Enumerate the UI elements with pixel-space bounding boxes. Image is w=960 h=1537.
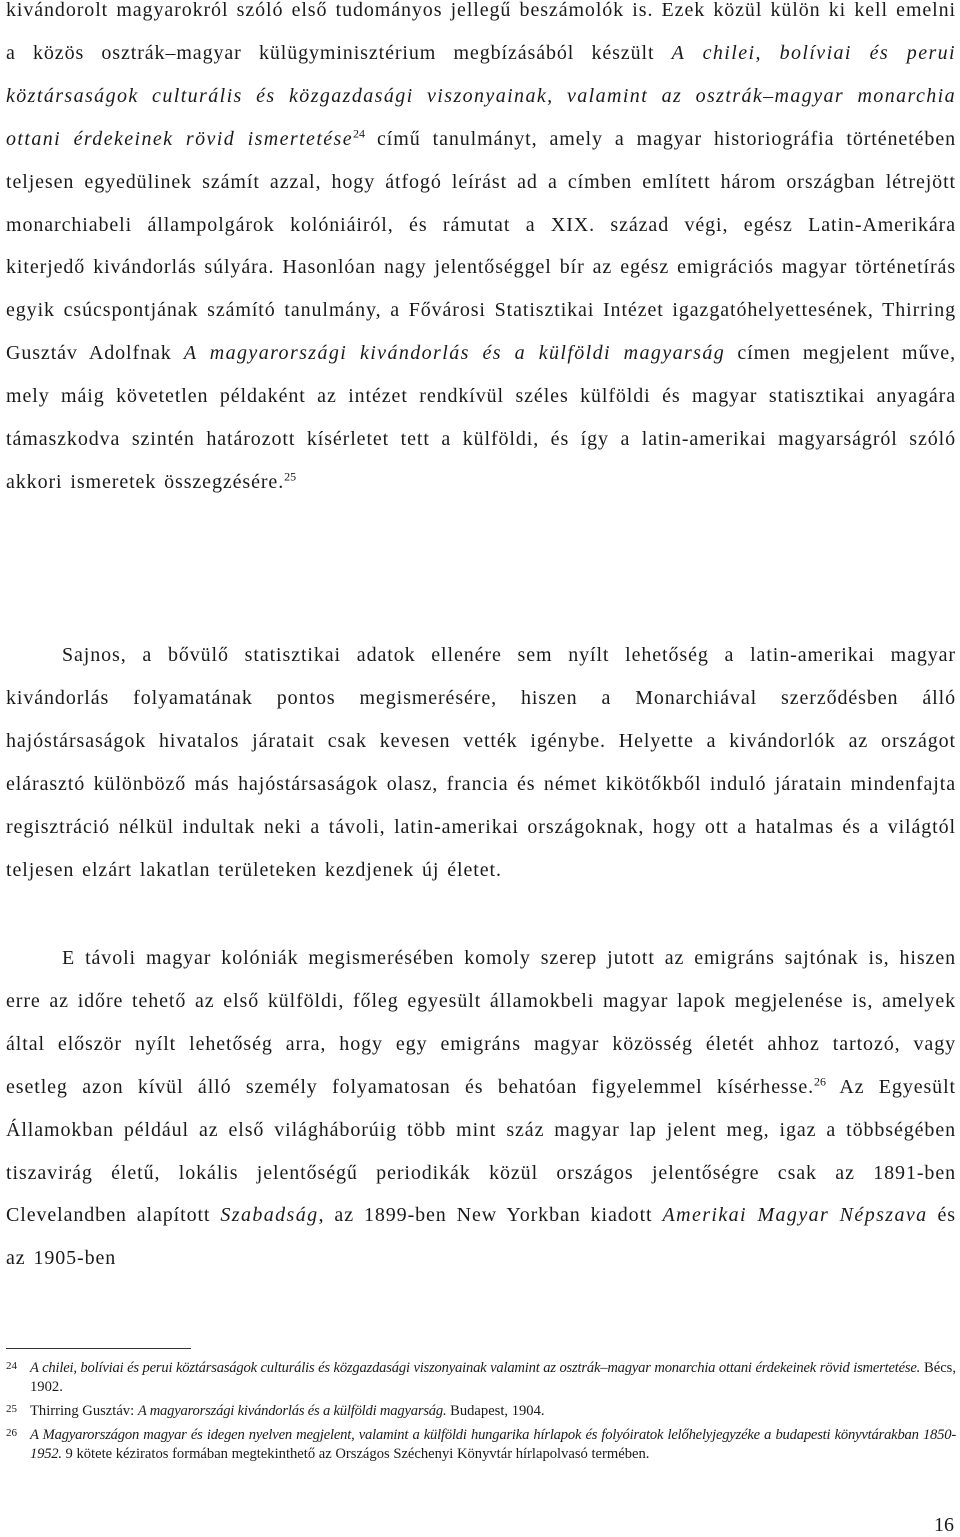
footnote-separator — [6, 1348, 191, 1349]
book-title: A magyarországi kivándorlás és a külföldi magyarság — [183, 342, 726, 365]
footnote-text: Budapest, 1904. — [446, 1403, 545, 1419]
body-paragraph-1 — [6, 0, 956, 504]
footnote-ref-24[interactable]: 24 — [353, 126, 366, 141]
body-paragraph-2: Sajnos, a bővülő statisztikai adatok ellenére sem nyílt lehetőség a latin-amerikai magyar kivándorlás folyamatának pontos megismerésére, hiszen a Monarchiával szerződésben álló hajóstársaságok hivatalos járatait csak kevesen vették igénybe. Helyette a kivándorlók az országot elárasztó különböző más hajóstársaságok olasz, francia és német kikötőkből induló járatain mindenfajta regisztráció nélkül indultak neki a távoli, latin-amerikai országoknak, hogy ott a hatalmas és a világtól teljesen elzárt lakatlan területeken kezdjenek új életet. — [6, 644, 956, 881]
footnote-ref-26[interactable]: 26 — [814, 1074, 827, 1089]
footnote-text: Bécs, 1902. — [30, 1360, 957, 1395]
paragraph-text: , az 1899-ben New Yorkban kiadott — [318, 1204, 663, 1227]
newspaper-title: Szabadság — [220, 1204, 319, 1227]
paragraph-text: E távoli magyar kolóniák megismerésében komoly szerep jutott az emigráns sajtónak is, hiszen erre az időre tehető az első külföldi, főleg egyesült államokbeli magyar lapok megjelenése is, amelyek által először nyílt lehetőség arra, hogy egy emigráns magyar közösség életét ahhoz tartozó, vagy esetleg azon kívül álló személy folyamatosan és behatóan figyelemmel kísérhesse. — [6, 947, 956, 1098]
footnote-text: Thirring Gusztáv: — [30, 1403, 138, 1419]
footnote-number: 24 — [6, 1360, 17, 1372]
paragraph-text: címen megjelent műve, mely máig követetlen példaként az intézet rendkívül széles külföldi és magyar statisztikai anyagára támaszkodva szintén határozott kísérletet tett a külföldi, és így a latin-amerikai magyarságról szóló akkori ismeretek összegzésére. — [6, 342, 956, 493]
footnote-number: 26 — [6, 1427, 17, 1439]
footnote-25 — [6, 1402, 956, 1421]
footnote-text: 9 kötete kéziratos formában megtekinthető az Országos Széchenyi Könyvtár hírlapolvasó termében. — [61, 1446, 650, 1462]
newspaper-title: Amerikai Magyar Népszava — [662, 1204, 928, 1227]
paragraph-text: és az 1905-ben — [6, 1204, 956, 1270]
paragraph-text: című tanulmányt, amely a magyar historiográfia történetében teljesen egyedülinek számít azzal, hogy átfogó leírást ad a címben említett három országban létrejött monarchiabeli állampolgárok kolóniáiról, és rámutat a XIX. század végi, egész Latin-Amerikára kiterjedő kivándorlás súlyára. Hasonlóan nagy jelentőséggel bír az egész emigrációs magyar történetírás egyik csúcspontjának számító tanulmány, a Fővárosi Statisztikai Intézet igazgatóhelyettesének, Thirring Gusztáv Adolfnak — [6, 127, 956, 365]
footnotes-section — [6, 1359, 956, 1469]
footnote-italic: A chilei, bolíviai és perui köztársaságok culturális és közgazdasági viszonyainak valamint az osztrák–magyar monarchia ottani érdekeinek rövid ismertetése. — [30, 1360, 921, 1376]
paragraph-text: kivándorolt magyarokról szóló első tudományos jellegű beszámolók is. Ezek közül külön ki kell emelni a közös osztrák–magyar külügyminisztérium megbízásából készült — [6, 0, 956, 64]
body-paragraph-3 — [6, 937, 956, 1280]
footnote-ref-25[interactable]: 25 — [284, 469, 297, 484]
footnote-26 — [6, 1426, 956, 1464]
page-number: 16 — [934, 1514, 954, 1536]
report-title: A chilei, bolíviai és perui köztársaságok culturális és közgazdasági viszonyainak, valamint az osztrák–magyar monarchia ottani érdekeinek rövid ismertetése — [6, 41, 957, 150]
footnote-italic: A magyarországi kivándorlás és a külföldi magyarság. — [137, 1403, 447, 1419]
footnote-italic: A Magyarországon magyar és idegen nyelven megjelent, valamint a külföldi hungarika hírlapok és folyóiratok lelőhelyjegyzéke a budapesti könyvtárakban 1850-1952. — [30, 1427, 956, 1462]
footnote-number: 25 — [6, 1403, 17, 1415]
footnote-24 — [6, 1359, 956, 1397]
paragraph-text: Az Egyesült Államokban például az első világháborúig több mint száz magyar lap jelent meg, igaz a többségében tiszavirág életű, lokális jelentőségű periodikák közül országos jelentőségre csak az 1891-ben Clevelandben alapított — [6, 1075, 956, 1227]
